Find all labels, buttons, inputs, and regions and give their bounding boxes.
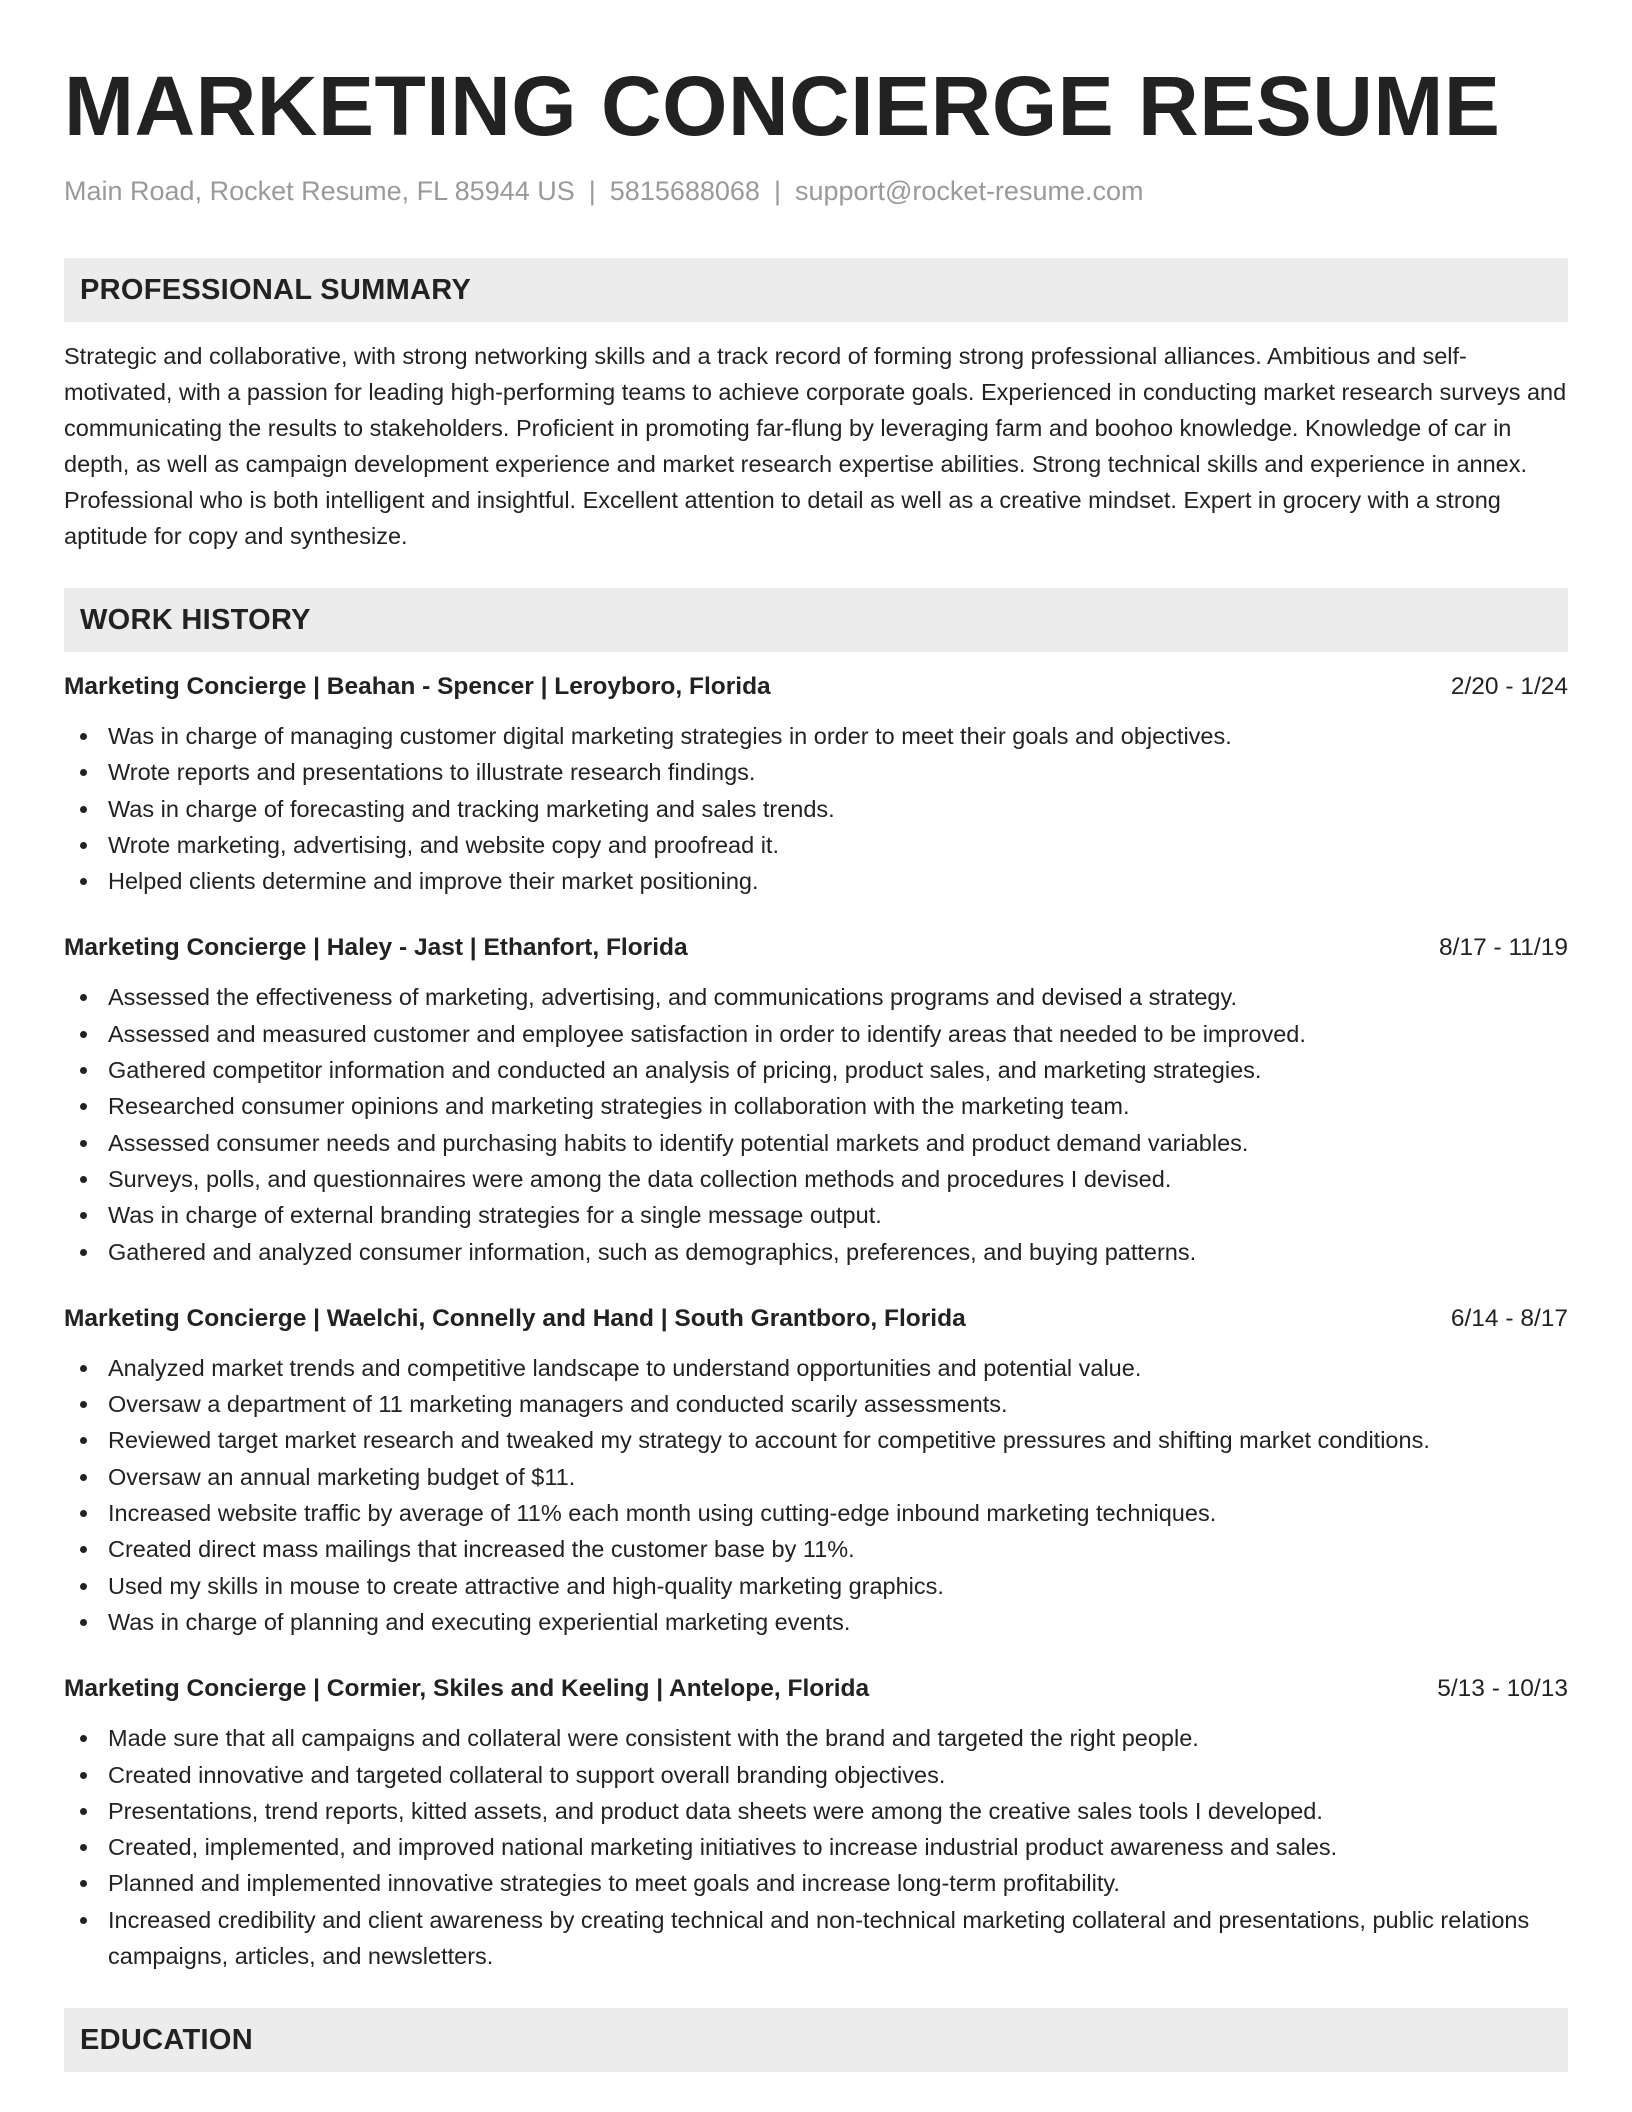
job-bullet: Analyzed market trends and competitive landscape to understand opportunities and potential value. <box>64 1350 1568 1386</box>
contact-address: Main Road, Rocket Resume, FL 85944 US <box>64 176 575 206</box>
job-title: Marketing Concierge | Beahan - Spencer | Leroyboro, Florida <box>64 673 771 700</box>
summary-text: Strategic and collaborative, with strong networking skills and a track record of forming strong professional alliances. Ambitious and self-motivated, with a passion for leading high-performing teams to achieve corporate goals. Experienced in conducting market research surveys and communicating the results to stakeholders. Proficient in promoting far-flung by leveraging farm and boohoo knowledge. Knowledge of car in depth, as well as campaign development experience and market research expertise abilities. Strong technical skills and experience in annex. Professional who is both intelligent and insightful. Excellent attention to detail as well as a creative mindset. Expert in grocery with a strong aptitude for copy and synthesize. <box>64 343 1567 549</box>
job-bullet: Planned and implemented innovative strategies to meet goals and increase long-term profitability. <box>64 1865 1568 1901</box>
job-dates: 8/17 - 11/19 <box>1439 934 1568 962</box>
job-dates: 2/20 - 1/24 <box>1450 673 1568 700</box>
job-bullet: Assessed the effectiveness of marketing, advertising, and communications programs and devised a strategy. <box>64 979 1568 1015</box>
job-bullet: Created, implemented, and improved national marketing initiatives to increase industrial product awareness and sales. <box>64 1829 1568 1865</box>
job-bullet: Wrote reports and presentations to illustrate research findings. <box>64 754 1568 790</box>
job-title: Marketing Concierge | Cormier, Skiles and Keeling | Antelope, Florida <box>64 1675 870 1703</box>
contact-separator: | <box>773 176 781 206</box>
job-bullet: Presentations, trend reports, kitted assets, and product data sheets were among the creative sales tools I developed. <box>64 1793 1568 1829</box>
contact-separator: | <box>588 176 596 206</box>
job-bullet: Assessed consumer needs and purchasing habits to identify potential markets and product demand variables. <box>64 1125 1568 1161</box>
job-bullet: Oversaw an annual marketing budget of $11. <box>64 1459 1568 1495</box>
job-bullet: Created direct mass mailings that increased the customer base by 11%. <box>64 1531 1568 1567</box>
job-bullet: Used my skills in mouse to create attractive and high-quality marketing graphics. <box>64 1568 1568 1604</box>
job-bullets <box>64 1350 1568 1640</box>
job-bullet: Created innovative and targeted collateral to support overall branding objectives. <box>64 1757 1568 1793</box>
job-bullet: Helped clients determine and improve their market positioning. <box>64 863 1568 899</box>
resume-title: MARKETING CONCIERGE RESUME <box>64 59 1501 153</box>
job-header <box>64 1302 1568 1336</box>
job-bullet: Oversaw a department of 11 marketing managers and conducted scarily assessments. <box>64 1386 1568 1422</box>
job-header <box>64 1672 1568 1706</box>
job-entry <box>64 1302 1568 1640</box>
job-bullet: Wrote marketing, advertising, and website copy and proofread it. <box>64 827 1568 863</box>
job-bullet: Was in charge of managing customer digital marketing strategies in order to meet their goals and objectives. <box>64 718 1568 754</box>
job-bullet: Was in charge of forecasting and tracking marketing and sales trends. <box>64 791 1568 827</box>
job-bullet: Was in charge of planning and executing experiential marketing events. <box>64 1604 1568 1640</box>
job-bullets <box>64 1720 1568 1974</box>
job-header <box>64 670 1568 704</box>
job-bullet: Assessed and measured customer and employee satisfaction in order to identify areas that needed to be improved. <box>64 1016 1568 1052</box>
job-title: Marketing Concierge | Haley - Jast | Ethanfort, Florida <box>64 934 688 962</box>
contact-line <box>64 174 1568 208</box>
job-bullets <box>64 718 1568 899</box>
job-header <box>64 931 1568 965</box>
job-entry <box>64 931 1568 1269</box>
contact-email: support@rocket-resume.com <box>794 176 1144 206</box>
contact-phone: 5815688068 <box>609 176 760 206</box>
job-bullet: Gathered competitor information and conducted an analysis of pricing, product sales, and marketing strategies. <box>64 1052 1568 1088</box>
job-bullets <box>64 979 1568 1269</box>
job-dates: 5/13 - 10/13 <box>1437 1675 1568 1703</box>
section-heading-summary: PROFESSIONAL SUMMARY <box>64 258 1568 322</box>
job-bullet: Gathered and analyzed consumer information, such as demographics, preferences, and buying patterns. <box>64 1234 1568 1270</box>
job-bullet: Was in charge of external branding strategies for a single message output. <box>64 1197 1568 1233</box>
job-dates: 6/14 - 8/17 <box>1450 1304 1568 1332</box>
job-bullet: Researched consumer opinions and marketing strategies in collaboration with the marketing team. <box>64 1088 1568 1124</box>
job-entry <box>64 670 1568 899</box>
section-heading-work-history: WORK HISTORY <box>64 588 1568 652</box>
job-bullet: Increased website traffic by average of 11% each month using cutting-edge inbound marketing techniques. <box>64 1495 1568 1531</box>
section-heading-education: EDUCATION <box>64 2008 1568 2072</box>
job-bullet: Increased credibility and client awareness by creating technical and non-technical marketing collateral and presentations, public relations campaigns, articles, and newsletters. <box>64 1902 1568 1975</box>
job-bullet: Reviewed target market research and tweaked my strategy to account for competitive pressures and shifting market conditions. <box>64 1422 1568 1458</box>
job-bullet: Surveys, polls, and questionnaires were among the data collection methods and procedures I devised. <box>64 1161 1568 1197</box>
job-bullet: Made sure that all campaigns and collateral were consistent with the brand and targeted the right people. <box>64 1720 1568 1756</box>
job-entry <box>64 1672 1568 1974</box>
job-title: Marketing Concierge | Waelchi, Connelly and Hand | South Grantboro, Florida <box>64 1304 966 1332</box>
